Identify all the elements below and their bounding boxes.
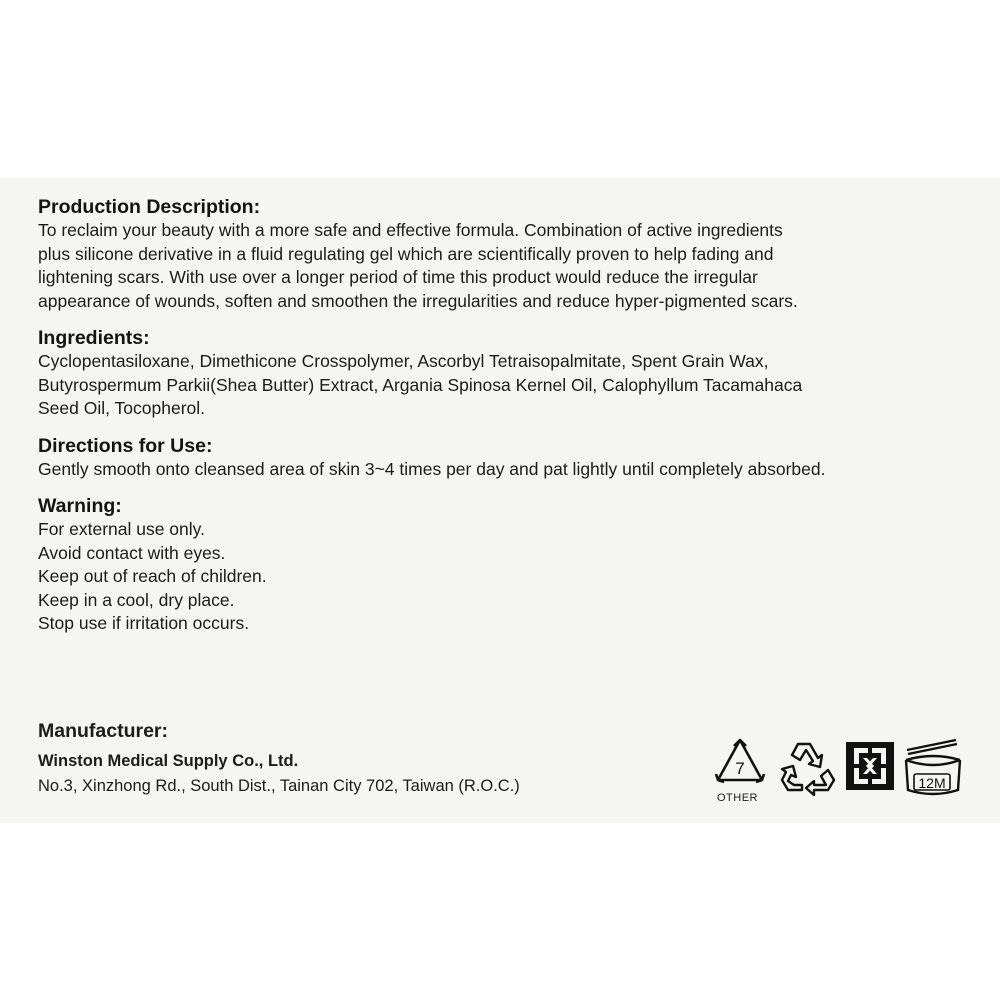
warning-item: For external use only.: [38, 519, 205, 539]
period-after-opening-icon: [902, 734, 964, 800]
manufacturer-heading: Manufacturer:: [38, 720, 169, 742]
ingredients-section: [38, 327, 968, 421]
resin-code-number: 7: [735, 759, 745, 778]
recycle-7-other-icon: [710, 738, 770, 804]
description-heading: Production Description:: [38, 196, 261, 218]
description-line: To reclaim your beauty with a more safe and effective formula. Combination of active ingredients: [38, 220, 783, 240]
label-text-content: [38, 196, 968, 650]
warning-section: [38, 495, 968, 636]
warning-item: Stop use if irritation occurs.: [38, 613, 250, 633]
description-line: appearance of wounds, soften and smoothen the irregularities and reduce hyper-pigmented scars.: [38, 290, 798, 311]
description-section: [38, 196, 968, 313]
warning-item: Keep in a cool, dry place.: [38, 589, 235, 610]
warning-item: Avoid contact with eyes.: [38, 542, 226, 563]
manufacturer-section: [38, 720, 520, 799]
warning-list: [38, 518, 968, 636]
pao-value: 12M: [918, 775, 946, 791]
directions-section: [38, 435, 968, 482]
warning-item: Keep out of reach of children.: [38, 566, 267, 586]
description-line: lightening scars. With use over a longer period of time this product would reduce the irregular: [38, 267, 758, 287]
directions-heading: Directions for Use:: [38, 434, 213, 457]
description-line: plus silicone derivative in a fluid regulating gel which are scientifically proven to help fading and: [38, 243, 774, 264]
resin-code-label: OTHER: [717, 792, 758, 804]
manufacturer-address: No.3, Xinzhong Rd., South Dist., Tainan City 702, Taiwan (R.O.C.): [38, 777, 520, 795]
ingredients-line: Seed Oil, Tocopherol.: [38, 398, 206, 418]
recycling-arrows-icon: [776, 738, 836, 798]
ingredients-heading: Ingredients:: [38, 327, 150, 349]
taiwan-recycling-mark-icon: [844, 740, 896, 792]
directions-text: Gently smooth onto cleansed area of skin 3~4 times per day and pat lightly until completely absorbed.: [38, 458, 826, 479]
packaging-symbols: [710, 738, 970, 808]
ingredients-line: Butyrospermum Parkii(Shea Butter) Extract, Argania Spinosa Kernel Oil, Calophyllum Tacamahaca: [38, 374, 803, 395]
warning-heading: Warning:: [38, 495, 122, 517]
manufacturer-company: Winston Medical Supply Co., Ltd.: [38, 752, 299, 770]
product-label-panel: [0, 178, 1000, 823]
ingredients-line: Cyclopentasiloxane, Dimethicone Crosspolymer, Ascorbyl Tetraisopalmitate, Spent Grain Wax,: [38, 351, 769, 371]
